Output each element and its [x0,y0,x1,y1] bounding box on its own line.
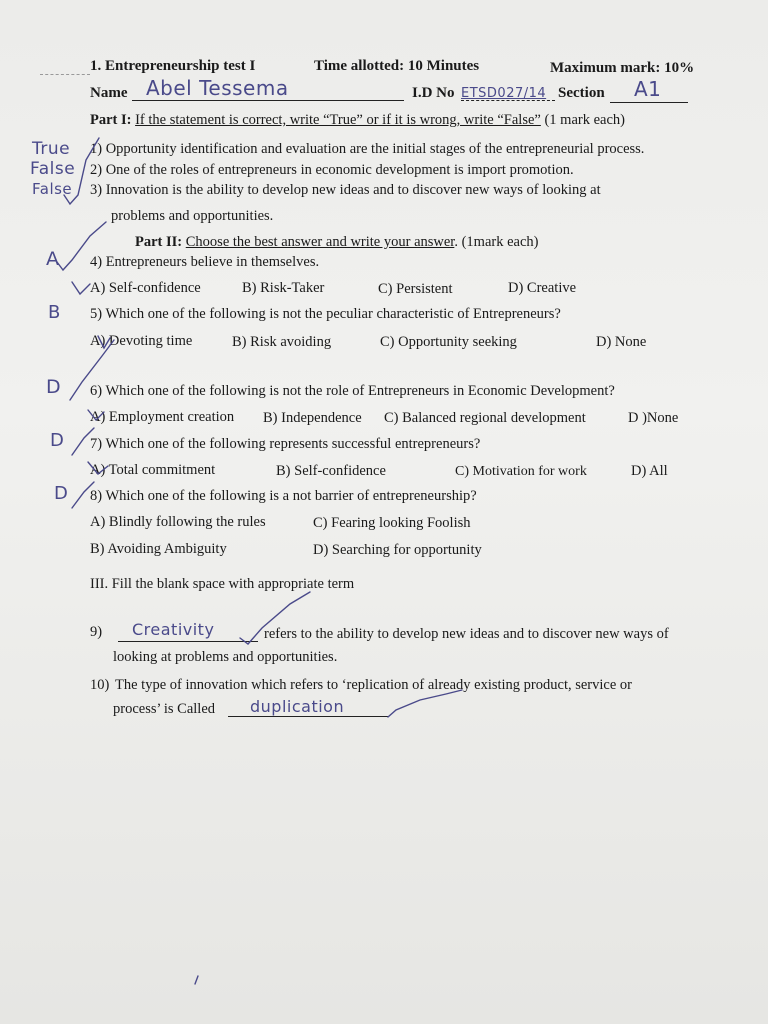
answer-q6: D [46,376,62,398]
part1-instruction: If the statement is correct, write “True” or if it is wrong, write “False” [135,112,541,128]
test-title: 1. Entrepreneurship test I [90,58,256,74]
q4-option-a: A) Self-confidence [90,280,201,296]
question-5: 5) Which one of the following is not the peculiar characteristic of Entrepreneurs? [90,306,561,322]
stray-mark [195,976,198,984]
q5-option-d: D) None [596,334,647,350]
part1-label: Part I: [90,112,132,128]
answer-q4: A [46,248,60,270]
part1-marks: (1 mark each) [544,112,625,128]
q5-option-a: A) Devoting time [90,333,193,349]
maximum-mark: Maximum mark: 10% [550,60,695,76]
q6-option-c: C) Balanced regional development [384,410,586,426]
q4-option-b: B) Risk-Taker [242,280,325,296]
question-6: 6) Which one of the following is not the role of Entrepreneurs in Economic Development? [90,383,615,399]
name-underline [132,100,404,101]
q8-option-c: C) Fearing looking Foolish [313,515,471,531]
check-mark-q10 [388,690,462,717]
q9-number: 9) [90,624,103,640]
part2-instruction: Choose the best answer and write your answer [185,234,455,250]
q10-number: 10) [90,677,110,693]
question-3-cont: problems and opportunities. [111,208,274,224]
answer-q7: D [50,430,65,451]
answer-q5: B [48,302,61,323]
header-dash [40,74,90,75]
section-label: Section [558,85,605,101]
q9-text: refers to the ability to develop new ideas and to discover new ways of [264,626,669,642]
q8-option-d: D) Searching for opportunity [313,542,482,558]
part2-marks: . (1mark each) [454,234,539,250]
answer-q1: True [32,139,71,159]
q8-option-b: B) Avoiding Ambiguity [90,541,227,557]
answer-q8: D [54,483,69,504]
q4-option-d: D) Creative [508,280,577,296]
q10-text: The type of innovation which refers to ‘replication of already existing product, service or [115,677,632,693]
part3-heading: III. Fill the blank space with appropriate term [90,576,355,592]
time-allotted: Time allotted: 10 Minutes [314,58,480,74]
question-3: 3) Innovation is the ability to develop new ideas and to discover new ways of looking at [90,182,601,198]
question-7: 7) Which one of the following represents successful entrepreneurs? [90,436,481,452]
question-2: 2) One of the roles of entrepreneurs in economic development is import promotion. [90,162,574,178]
q7-option-b: B) Self-confidence [276,463,386,479]
part2-heading [135,233,538,251]
q5-option-b: B) Risk avoiding [232,334,332,350]
q8-option-a: A) Blindly following the rules [90,514,266,530]
q10-answer: duplication [250,697,345,716]
q9-answer: Creativity [132,620,215,639]
id-label: I.D No [412,85,455,101]
q6-option-d: D )None [628,410,679,426]
q6-option-b: B) Independence [263,410,362,426]
question-4: 4) Entrepreneurs believe in themselves. [90,254,320,270]
question-8: 8) Which one of the following is a not barrier of entrepreneurship? [90,488,477,504]
section-underline [610,102,688,103]
check-mark-q4-a [72,282,90,294]
q10-text-cont: process’ is Called [113,701,216,717]
q4-option-c: C) Persistent [378,281,453,297]
part1-heading [90,111,625,129]
q6-option-a: A) Employment creation [90,409,235,425]
answer-q3: False [32,180,73,198]
section-value: A1 [634,77,662,101]
name-label: Name [90,85,128,101]
q9-blank [118,641,258,642]
q7-option-a: A) Total commitment [90,462,216,478]
id-value: ETSD027/14 [461,86,547,101]
part2-label: Part II: [135,234,183,250]
q9-text-cont: looking at problems and opportunities. [113,649,338,665]
question-1: 1) Opportunity identification and evaluation are the initial stages of the entrepreneurial process. [90,141,645,157]
q5-option-c: C) Opportunity seeking [380,334,517,350]
q7-option-c: C) Motivation for work [455,464,587,479]
q7-option-d: D) All [631,463,668,479]
name-value: Abel Tessema [146,76,289,100]
answer-q2: False [30,159,76,179]
